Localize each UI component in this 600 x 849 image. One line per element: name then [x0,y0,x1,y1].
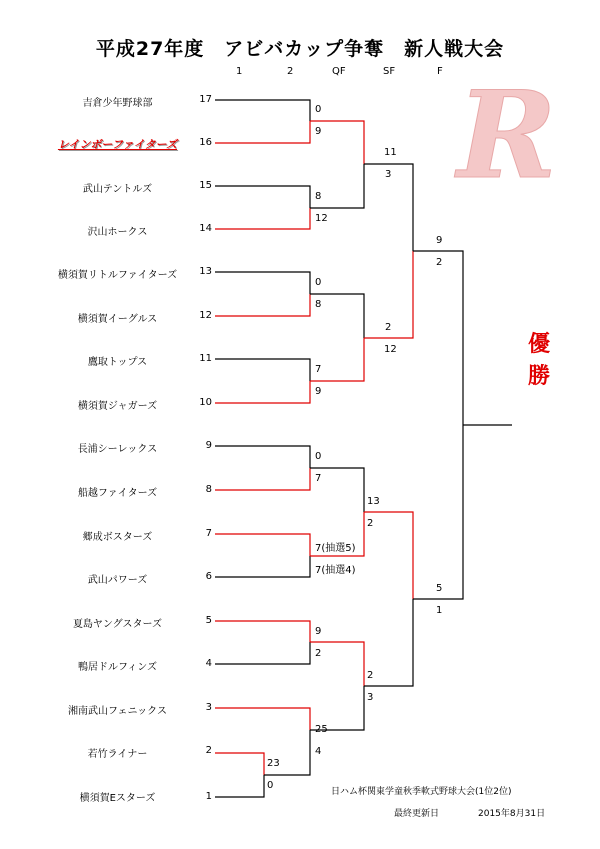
line-qf [215,621,310,642]
team-name: 沢山ホークス [87,227,148,238]
score-f: 2 [436,257,443,268]
line-final [413,425,463,599]
score-qf: 9 [315,626,322,637]
line-qf [215,121,310,143]
score-f: 9 [436,235,443,246]
score-sf: 2 [385,322,392,333]
team-seed: 9 [205,440,212,451]
team-seed: 4 [205,658,212,669]
score-qf: 9 [315,126,322,137]
team-seed: 2 [205,745,212,756]
team-seed: 6 [205,571,212,582]
team-name: 横須賀イーグルス [77,314,158,325]
team-seed: 11 [199,353,212,364]
line-qf [215,100,310,121]
score-qf: 25 [315,724,328,735]
team-name: 湘南武山フェニックス [68,706,167,717]
line-qf [215,446,310,468]
score-r1: 23 [267,758,280,769]
team-seed: 13 [199,266,212,277]
score-f: 1 [436,605,443,616]
line-qf [215,534,310,556]
line-qf [215,208,310,229]
team-name: 横須賀Eスターズ [79,793,156,804]
score-f: 5 [436,583,443,594]
line-qf [215,381,310,403]
line-qf [215,294,310,316]
score-qf: 0 [315,277,322,288]
score-qf: 7 [315,364,322,375]
logo-letter: R [457,72,557,192]
score-sf: 13 [367,496,380,507]
team-name: 武山パワーズ [87,575,148,586]
score-qf: 7(抽選4) [315,565,356,576]
score-qf: 8 [315,191,322,202]
line-qf [215,468,310,490]
line-qf [215,186,310,208]
round-label-f: F [437,66,443,77]
team-name: 船越ファイターズ [77,488,158,499]
round-label-sf: SF [383,66,396,77]
line-qf [215,642,310,664]
score-qf: 7(抽選5) [315,543,356,554]
team-seed: 5 [205,615,212,626]
footer-updated-date: 2015年8月31日 [478,809,546,819]
line-qf [215,359,310,381]
team-seed: 16 [199,137,212,148]
score-qf: 7 [315,473,322,484]
team-name: 鴨居ドルフィンズ [78,662,157,673]
team-name: 若竹ライナー [87,749,148,760]
footer-tournament: 日ハム杯関東学童秋季軟式野球大会(1位2位) [331,787,512,797]
team-name: 長浦シーレックス [77,444,158,455]
page-title: 平成27年度 アビバカップ争奪 新人戦大会 [95,38,505,60]
score-qf: 9 [315,386,322,397]
champion-char-2: 勝 [527,364,550,389]
team-seed: 14 [199,223,212,234]
score-qf: 8 [315,299,322,310]
line-final [413,251,463,425]
score-qf: 2 [315,648,322,659]
round-label-qf: QF [332,66,346,77]
team-seed: 12 [199,310,212,321]
score-qf: 0 [315,104,322,115]
round-label-2: 2 [287,66,294,77]
footer-updated-label: 最終更新日 [394,809,440,819]
team-name: 夏島ヤングスターズ [72,619,163,630]
score-qf: 12 [315,213,328,224]
score-qf: 0 [315,451,322,462]
line-r1-winner [215,753,264,775]
score-sf: 3 [385,169,392,180]
score-sf: 2 [367,518,374,529]
team-seed: 1 [205,791,212,802]
champion-char-1: 優 [527,332,550,357]
team-name: 武山テントルズ [82,184,153,195]
team-name: 吉倉少年野球部 [82,98,153,109]
team-seed: 15 [199,180,212,191]
team-seed: 17 [199,94,212,105]
line-qf [215,272,310,294]
score-r1: 0 [267,780,274,791]
team-seed: 3 [205,702,212,713]
team-name-highlight: レインボーファイターズ [57,138,178,151]
team-name: 郷成ボスターズ [82,532,153,543]
team-name: 鷹取トップス [87,357,148,368]
round-label-1: 1 [236,66,243,77]
score-sf: 2 [367,670,374,681]
score-sf: 3 [367,692,374,703]
line-qf [215,708,310,730]
score-sf: 12 [384,344,397,355]
line-r1-loser [215,775,264,797]
team-seed: 8 [205,484,212,495]
line-qf [215,556,310,577]
team-name: 横須賀ジャガーズ [77,401,158,412]
score-sf: 11 [384,147,397,158]
team-seed: 10 [199,397,212,408]
team-name: 横須賀リトルファイターズ [57,270,178,281]
score-qf: 4 [315,746,322,757]
team-seed: 7 [205,528,212,539]
